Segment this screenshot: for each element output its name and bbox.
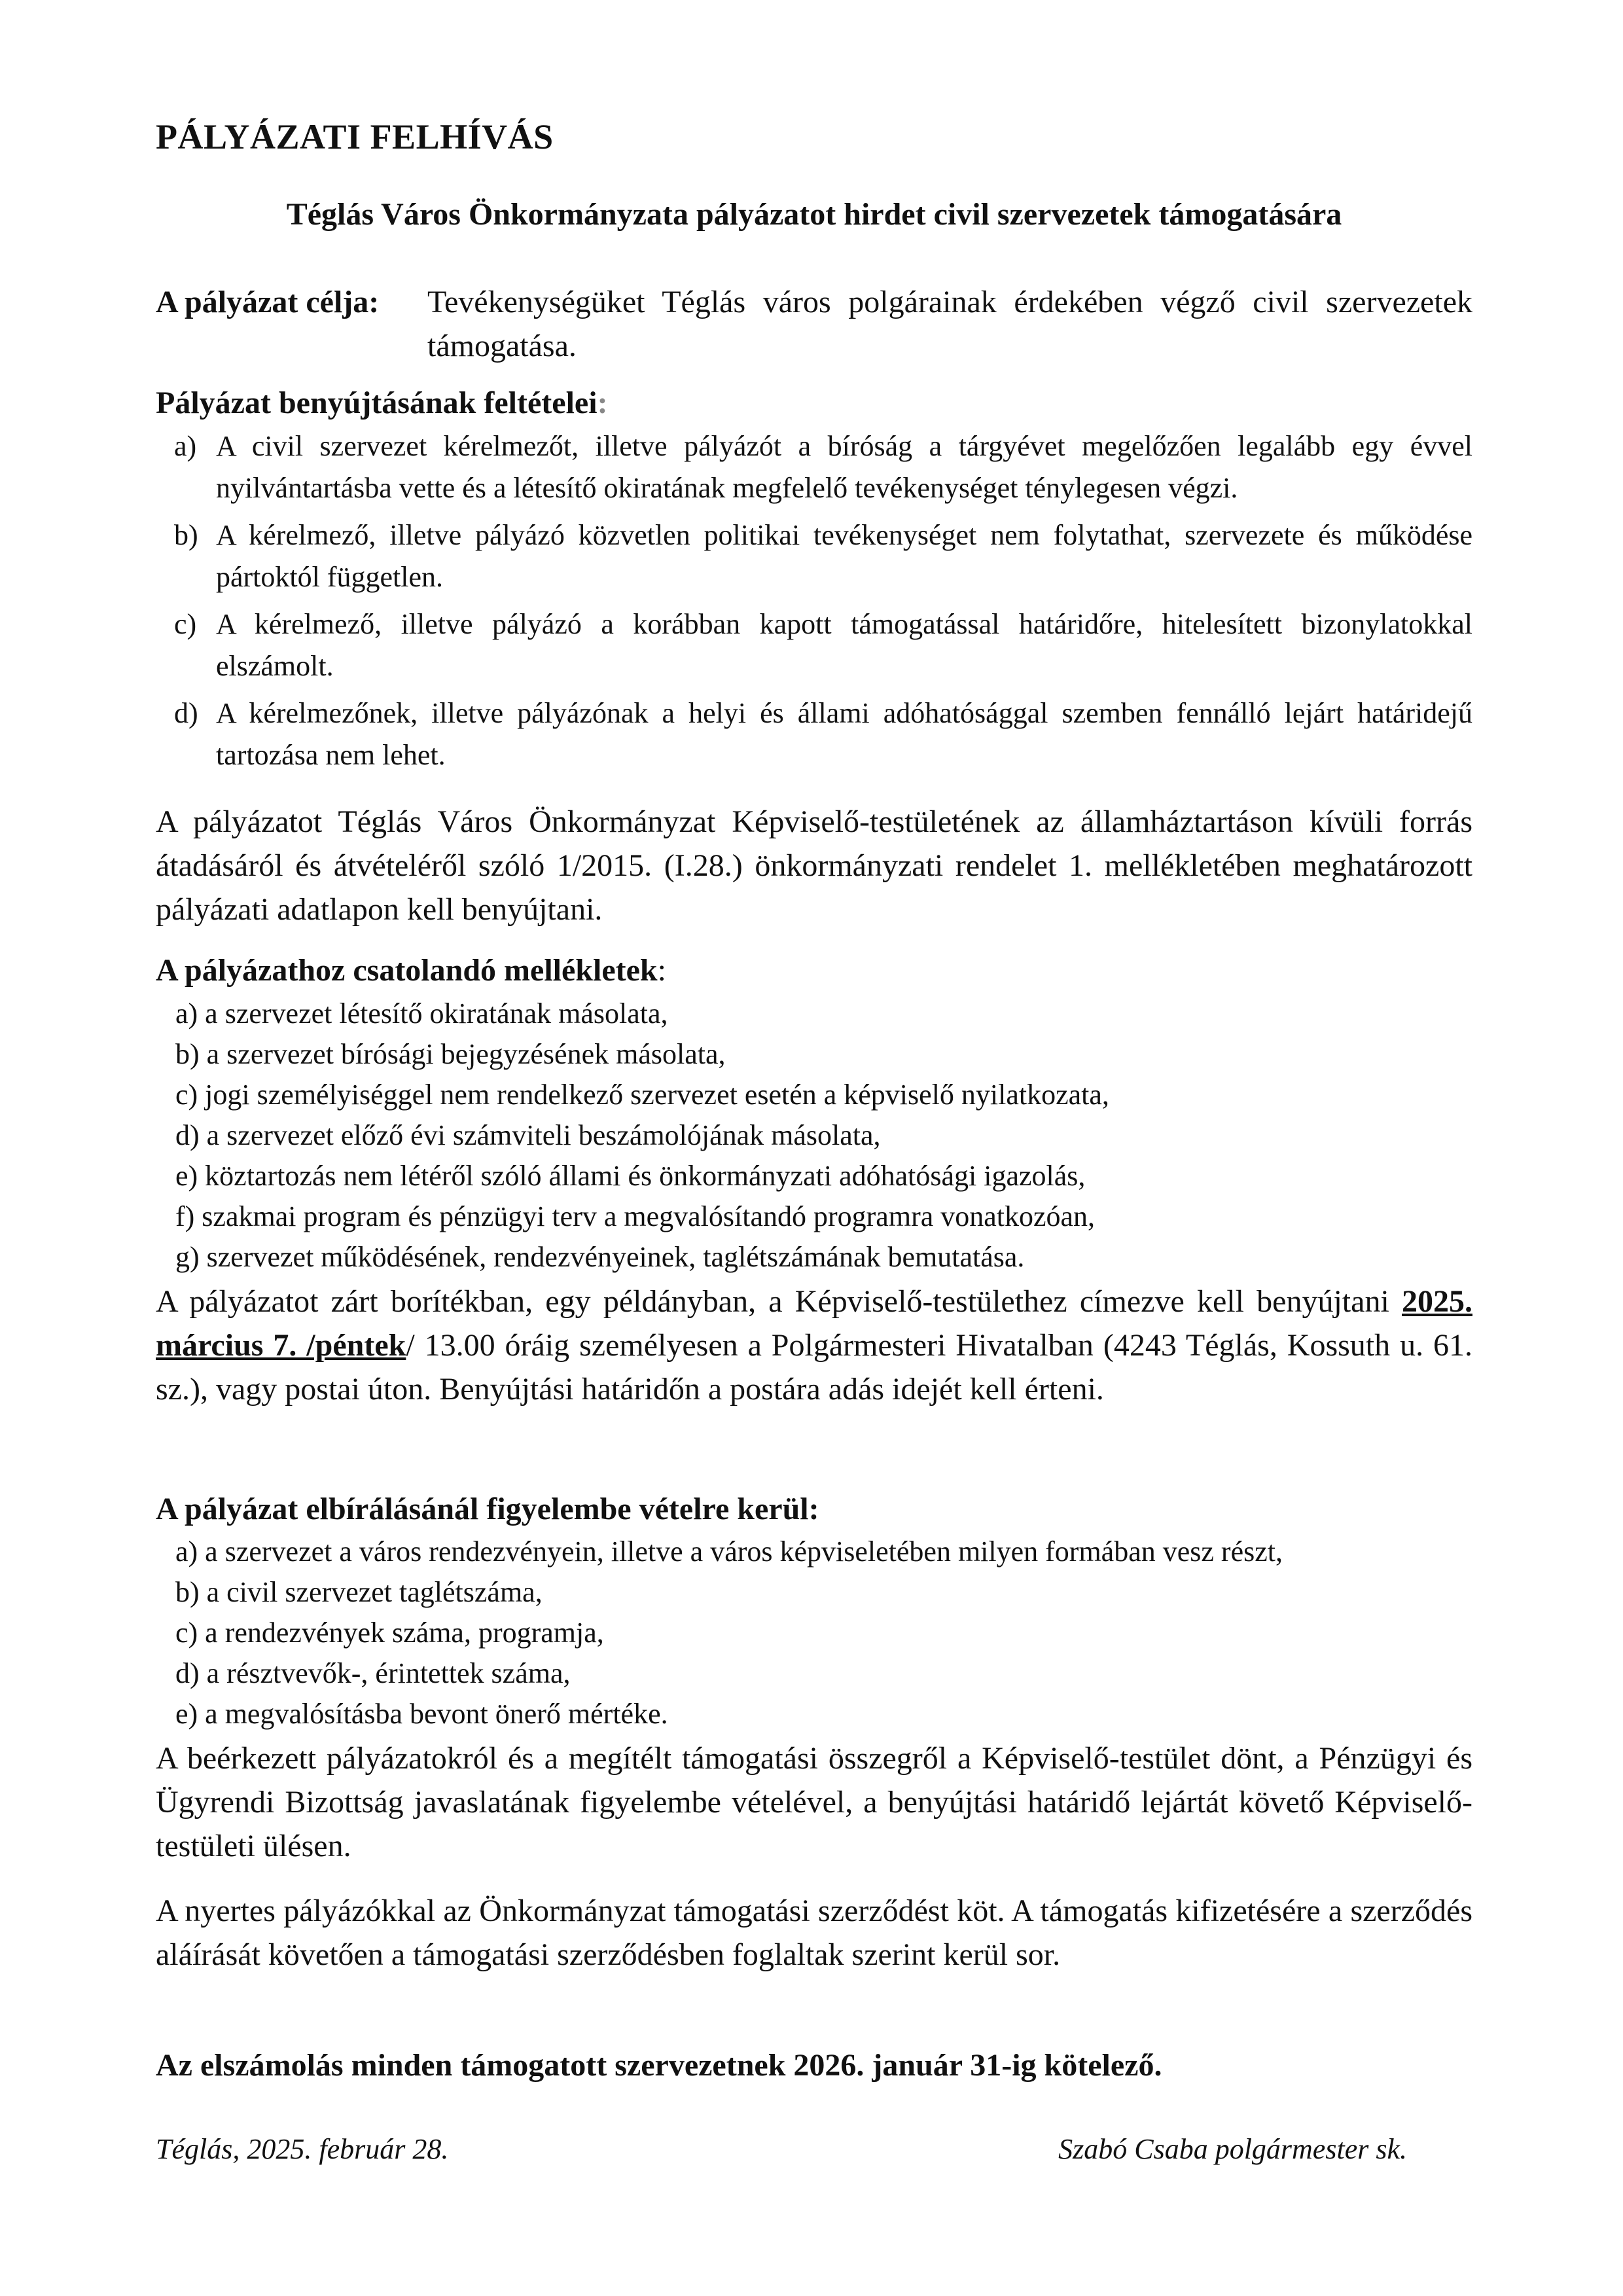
- contract-paragraph: A nyertes pályázókkal az Önkormányzat támogatási szerződést köt. A támogatás kifizetésére a szerződés aláírását követően a támogatási szerződésben foglaltak szerint kerül sor.: [156, 1893, 1472, 1972]
- attachment-item: d) a szervezet előző évi számviteli beszámolójának másolata,: [175, 1119, 881, 1151]
- evaluation-item: c) a rendezvények száma, programja,: [175, 1617, 604, 1649]
- deadline-paragraph: [156, 1280, 1472, 1411]
- evaluation-item: e) a megvalósításba bevont önerő mértéke.: [175, 1698, 668, 1730]
- attachment-item: b) a szervezet bírósági bejegyzésének másolata,: [175, 1038, 726, 1070]
- submission-paragraph: A pályázatot Téglás Város Önkormányzat Képviselő-testületének az államháztartáson kívüli forrás átadásáról és átvételéről szóló 1/2015. (I.28.) önkormányzati rendelet 1. mellékletében meghatározott pályázati adatlapon kell benyújtani.: [156, 804, 1472, 927]
- condition-item: [156, 603, 1472, 687]
- aim-text: Tevékenységüket Téglás város polgárainak érdekében végző civil szervezetek támogatása.: [427, 285, 1472, 363]
- evaluation-heading: A pályázat elbírálásánál figyelembe vételre kerül:: [156, 1492, 819, 1526]
- page-title: PÁLYÁZATI FELHÍVÁS: [156, 117, 554, 156]
- condition-text: A kérelmezőnek, illetve pályázónak a helyi és állami adóhatósággal szemben fennálló lejárt határidejű tartozása nem lehet.: [216, 697, 1472, 771]
- evaluation-item: a) a szervezet a város rendezvényein, illetve a város képviseletében milyen formában vesz részt,: [175, 1535, 1283, 1568]
- conditions-heading: [156, 385, 608, 421]
- aim-section: [156, 280, 1472, 368]
- condition-text: A kérelmező, illetve pályázó a korábban kapott támogatással határidőre, hitelesített bizonylatokkal elszámolt.: [216, 608, 1472, 682]
- settlement-notice: Az elszámolás minden támogatott szervezetnek 2026. január 31-ig kötelező.: [156, 2048, 1162, 2083]
- condition-item: [156, 514, 1472, 598]
- signature: Szabó Csaba polgármester sk.: [1058, 2133, 1407, 2165]
- attachment-item: e) köztartozás nem létéről szóló állami és önkormányzati adóhatósági igazolás,: [175, 1160, 1086, 1192]
- submission-deadline: 2025. március 7. /péntek: [156, 1284, 1472, 1363]
- attachment-item: f) szakmai program és pénzügyi terv a megvalósítandó programra vonatkozóan,: [175, 1200, 1096, 1232]
- evaluation-list: [175, 1532, 1283, 1734]
- condition-letter: b): [174, 519, 198, 551]
- attachments-heading-text: A pályázathoz csatolandó mellékletek: [156, 953, 658, 988]
- evaluation-item: b) a civil szervezet taglétszáma,: [175, 1576, 543, 1608]
- evaluation-item: d) a résztvevők-, érintettek száma,: [175, 1657, 571, 1689]
- place-date: Téglás, 2025. február 28.: [156, 2133, 449, 2165]
- conditions-heading-colon: :: [597, 386, 608, 420]
- aim-label: A pályázat célja:: [156, 285, 380, 319]
- page-subtitle: Téglás Város Önkormányzata pályázatot hirdet civil szervezetek támogatására: [286, 197, 1342, 232]
- attachments-list: [175, 994, 1109, 1278]
- deadline-text-after: / 13.00 óráig személyesen a Polgármesteri Hivatalban (4243 Téglás, Kossuth u. 61. sz.), vagy postai úton. Benyújtási határidőn a postára adás idejét kell érteni.: [156, 1328, 1473, 1407]
- condition-letter: d): [174, 697, 198, 729]
- attachment-item: g) szervezet működésének, rendezvényeinek, taglétszámának bemutatása.: [175, 1241, 1025, 1273]
- deadline-text-before: A pályázatot zárt borítékban, egy példányban, a Képviselő-testülethez címezve kell benyújtani: [156, 1284, 1402, 1319]
- attachments-heading: [156, 952, 666, 988]
- condition-text: A civil szervezet kérelmezőt, illetve pályázót a bíróság a tárgyévet megelőzően legalább egy évvel nyilvántartásba vette és a létesítő okiratának megfelelő tevékenységet ténylegesen végzi.: [216, 430, 1472, 504]
- decision-paragraph: A beérkezett pályázatokról és a megítélt támogatási összegről a Képviselő-testület dönt, a Pénzügyi és Ügyrendi Bizottság javaslatának figyelembe vételével, a benyújtási határidő lejártát követő Képviselő-testületi ülésen.: [156, 1741, 1472, 1863]
- attachments-heading-colon: :: [657, 953, 666, 988]
- conditions-heading-text: Pályázat benyújtásának feltételei: [156, 386, 597, 420]
- condition-item: [156, 692, 1472, 776]
- condition-letter: a): [174, 430, 197, 462]
- condition-text: A kérelmező, illetve pályázó közvetlen politikai tevékenységet nem folytathat, szervezete és működése pártoktól független.: [216, 519, 1472, 593]
- conditions-list: [156, 425, 1472, 781]
- attachment-item: a) a szervezet létesítő okiratának másolata,: [175, 997, 668, 1030]
- attachment-item: c) jogi személyiséggel nem rendelkező szervezet esetén a képviselő nyilatkozata,: [175, 1079, 1109, 1111]
- condition-item: [156, 425, 1472, 509]
- condition-letter: c): [174, 608, 197, 640]
